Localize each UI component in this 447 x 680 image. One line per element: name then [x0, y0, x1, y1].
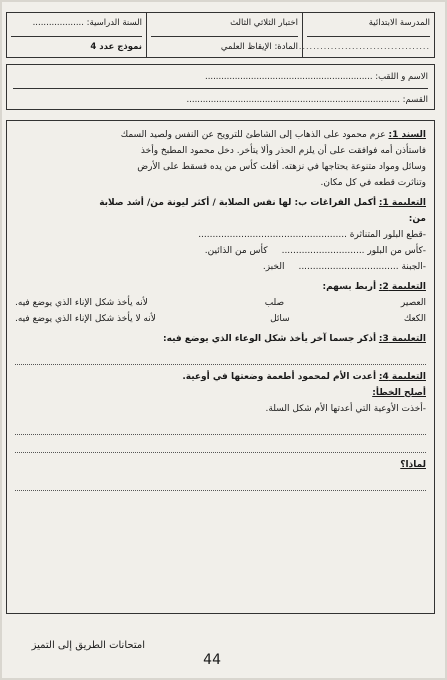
task-2-row-2 — [15, 311, 426, 327]
exam-header — [6, 12, 435, 58]
task-1-item-2[interactable]: -كأس من البلور ............................. كأس من الذائين. — [204, 246, 426, 256]
text-line-4: وتناثرت قطعه في كل مكان. — [320, 178, 426, 188]
task-1-item-3[interactable]: -الجبنة ................................... الخبز. — [262, 262, 426, 272]
identity-box — [6, 64, 435, 110]
task-4-why: لماذا؟ — [400, 460, 426, 470]
task-4-answer-line-1[interactable] — [15, 421, 426, 435]
exam-paper — [2, 2, 445, 678]
match-mid-1[interactable]: صلب — [264, 298, 285, 308]
match-mid-2[interactable]: سائل — [270, 314, 290, 324]
task-2-row-1 — [15, 295, 426, 311]
page-footer — [6, 622, 435, 678]
match-right-1[interactable]: لأنه يأخذ شكل الإناء الذي يوضع فيه. — [15, 298, 148, 308]
task-1-cont: من: — [408, 214, 426, 224]
model-number: نموذج عدد 4 — [11, 36, 142, 56]
text-line-2: فاستأذن أمه فوافقت على أن يلزم الحذر وألا يتأخر. دخل محمود المطبخ وأخذ — [140, 146, 426, 156]
match-left-2[interactable]: الكعك — [403, 314, 426, 324]
task-2-label: التعليمة 2: — [378, 282, 426, 292]
footer-title: امتحانات الطريق إلى التميز — [31, 640, 145, 651]
text-line-1: السند 1: عزم محمود على الذهاب إلى الشاطئ للترويح عن النفس ولصيد السمك — [120, 130, 426, 140]
task-4-sentence: -أخذت الأوعية التي أعدتها الأم شكل السلة. — [265, 404, 426, 414]
class-field[interactable]: القسم: ............................................................................... — [13, 88, 428, 107]
task-3-line: التعليمة 3: أذكر جسما آخر يأخذ شكل الوعاء الذي يوضع فيه: — [163, 334, 426, 344]
school-name: المدرسة الابتدائية — [368, 18, 430, 28]
exam-content — [6, 120, 435, 614]
task-4-label: التعليمة 4: — [378, 372, 426, 382]
school-cell — [288, 13, 434, 57]
match-left-1[interactable]: العصير — [400, 298, 426, 308]
task-1-item-1[interactable]: -قطع البلور المتناثرة .................................................... — [198, 230, 426, 240]
exam-cell — [146, 13, 302, 57]
task-1-label: التعليمة 1: — [378, 198, 426, 208]
task-4-fix: أصلح الخطأ: — [372, 388, 426, 398]
task-3-label: التعليمة 3: — [378, 334, 426, 344]
task-4-answer-line-3[interactable] — [15, 477, 426, 491]
task-2-line: التعليمة 2: أربط بسهم: — [322, 282, 426, 292]
task-4-answer-line-2[interactable] — [15, 439, 426, 453]
year-cell — [7, 13, 146, 57]
exam-title: اختبار الثلاثي الثالث — [230, 18, 298, 28]
text-heading: السند 1: — [388, 130, 426, 140]
subject-label: المادة: الإيقاظ العلمي — [151, 36, 298, 56]
school-year: السنة الدراسية: ................... — [32, 18, 142, 28]
page-number: 44 — [203, 652, 221, 668]
match-right-2[interactable]: لأنه لا يأخذ شكل الإناء الذي يوضع فيه. — [15, 314, 156, 324]
task-1-line: التعليمة 1: أكمل الفراغات ب: لها نفس الصلابة / أكثر ليونة من/ أشد صلابة — [99, 198, 426, 208]
task-4-line: التعليمة 4: أعدت الأم لمحمود أطعمة وضعتها في أوعية. — [182, 372, 426, 382]
school-dots: ........................................ — [307, 36, 430, 56]
name-field[interactable]: الاسم و اللقب: .............................................................. — [205, 72, 428, 82]
task-3-answer-line[interactable] — [15, 351, 426, 365]
text-line-3: وسائل ومواد متنوعة يحتاجها في نزهته. أفلت كأس من يده فسقط على الأرض — [137, 162, 426, 172]
